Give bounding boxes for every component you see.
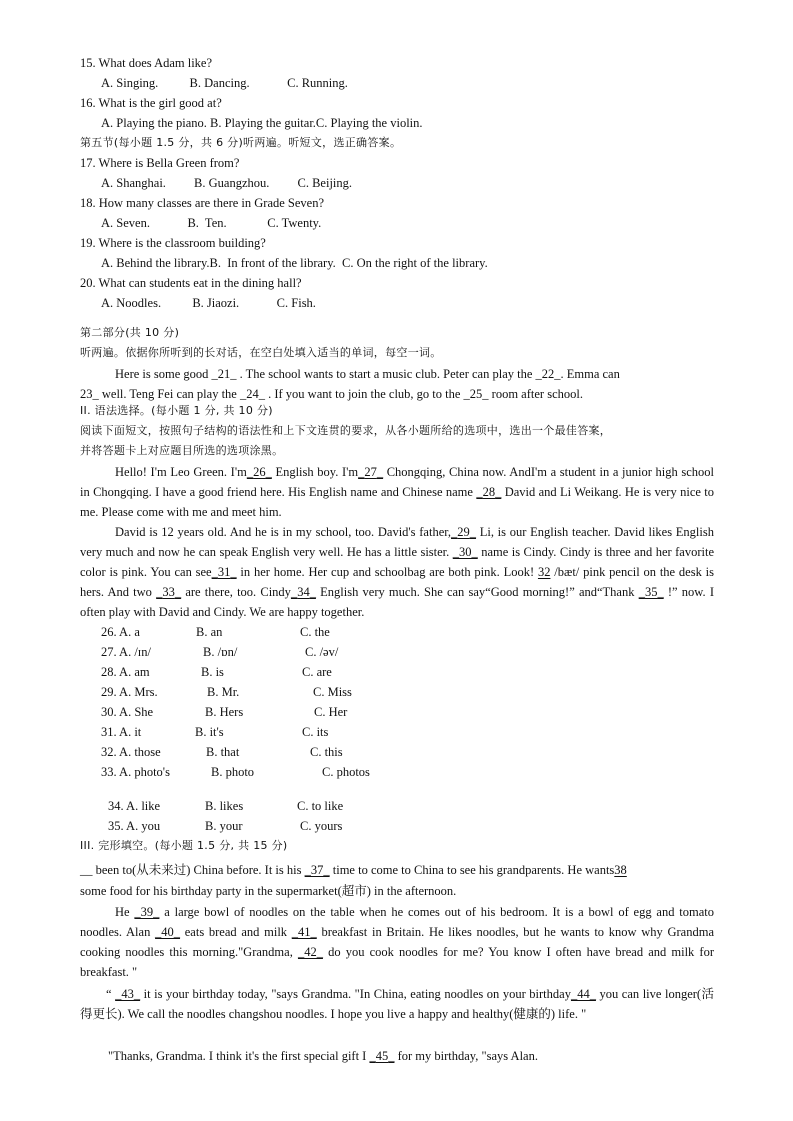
choice-b: B. is: [201, 665, 224, 679]
choice-c: C. its: [302, 725, 329, 739]
cloze-paragraph-4: "Thanks, Grandma. I think it's the first special gift I _45_ for my birthday, "says Alan.: [108, 1049, 538, 1063]
grammar-paragraph-2: David is 12 years old. And he is in my school, too. David's father,_29_ Li, is our English teacher. David likes English very much and now he can speak English very well. He has a little sister. _30_ name is Cindy. Cindy is three and her favorite color is pink. You can see_31_ in her home. Her cup and schoolbag are both pink. Look! 32 /bæt/ pink pencil on the desk is hers. And two _33_ are there, too. Cindy_34_ English very much. She can say“Good morning!” and“Thank _35_ !” now. I often play with David and Cindy. We are happy together.: [80, 525, 714, 619]
grammar-passage: [80, 462, 714, 622]
cloze-line-1: __ been to(从未来过) China before. It is his _37_ time to come to China to see his grandparents. He wants38: [80, 863, 627, 877]
choice-c: C. photos: [322, 765, 370, 779]
choice-a: 31. A. it: [101, 725, 142, 739]
choice-a: 29. A. Mrs.: [101, 685, 158, 699]
grammar-instruction-2: 并将答题卡上对应题目所选的选项涂黑。: [80, 444, 284, 457]
part2-instruction: 听两遍。依据你所听到的长对话，在空白处填入适当的单词，每空一词。: [80, 346, 442, 359]
options-15: A. Singing. B. Dancing. C. Running.: [101, 76, 348, 90]
choice-c: C. to like: [297, 799, 344, 813]
part2-line-2: 23_ well. Teng Fei can play the _24_ . If you want to join the club, go to the _25_ room after school.: [80, 387, 583, 401]
choice-b: B. it's: [195, 725, 224, 739]
choice-c: C. Miss: [313, 685, 352, 699]
choice-a: 27. A. /ɪn/: [101, 645, 152, 659]
question-17: 17. Where is Bella Green from?: [80, 156, 240, 170]
options-19: A. Behind the library.B. In front of the library. C. On the right of the library.: [101, 256, 488, 270]
choice-a: 34. A. like: [108, 799, 161, 813]
choice-a: 28. A. am: [101, 665, 150, 679]
grammar-instruction-1: 阅读下面短文，按照句子结构的语法性和上下文连贯的要求，从各小题所给的选项中，选出一个最佳答案，: [80, 424, 612, 437]
question-16: 16. What is the girl good at?: [80, 96, 222, 110]
part2-heading: 第二部分(共 10 分): [80, 326, 180, 339]
options-18: A. Seven. B. Ten. C. Twenty.: [101, 216, 322, 230]
cloze-paragraph-2: He _39_ a large bowl of noodles on the table when he comes out of his bedroom. It is a bowl of egg and tomato noodles. Alan _40_ eats bread and milk _41_ breakfast in Britain. He likes noodles, but he wants to know why Grandma cooking noodles this morning."Grandma, _42_ do you cook noodles for me? You know I often have bread and milk for breakfast. ": [80, 905, 715, 979]
choice-b: B. Hers: [205, 705, 244, 719]
cloze-paragraph-3: “ _43_ it is your birthday today, "says Grandma. "In China, eating noodles on your birthday_44_ you can live longer(活得更长). We call the noodles changshou noodles. I hope you live a happy and healthy(健康的) life. ": [80, 987, 714, 1021]
options-16: A. Playing the piano. B. Playing the guitar.C. Playing the violin.: [101, 116, 423, 130]
choice-a: 26. A. a: [101, 625, 140, 639]
choice-c: C. are: [302, 665, 332, 679]
grammar-paragraph-1: Hello! I'm Leo Green. I'm_26_ English boy. I'm_27_ Chongqing, China now. AndI'm a student in a junior high school in Chongqing. I have a good friend here. His English name and Chinese name _28_ David and Li Weikang. He is very nice to me. Please come with me and meet him.: [80, 465, 714, 519]
choice-b: B. photo: [211, 765, 255, 779]
question-18: 18. How many classes are there in Grade Seven?: [80, 196, 325, 210]
options-17: A. Shanghai. B. Guangzhou. C. Beijing.: [101, 176, 353, 190]
question-19: 19. Where is the classroom building?: [80, 236, 266, 250]
choice-b: B. /ɒn/: [203, 645, 238, 659]
options-20: A. Noodles. B. Jiaozi. C. Fish.: [101, 296, 316, 310]
choice-c: C. this: [310, 745, 343, 759]
choice-a: 35. A. you: [108, 819, 161, 833]
choice-c: C. yours: [300, 819, 343, 833]
question-20: 20. What can students eat in the dining hall?: [80, 276, 302, 290]
choice-a: 32. A. those: [101, 745, 161, 759]
choice-c: C. /əv/: [305, 645, 339, 659]
section-5-heading: 第五节(每小题 1.5 分，共 6 分)听两遍。听短文，选正确答案。: [80, 136, 402, 149]
part2-line-1: Here is some good _21_ . The school wants to start a music club. Peter can play the _22_. Emma can: [115, 367, 620, 381]
choice-c: C. Her: [314, 705, 348, 719]
choice-b: B. an: [196, 625, 223, 639]
question-15: 15. What does Adam like?: [80, 56, 213, 70]
choice-b: B. Mr.: [207, 685, 240, 699]
choice-b: B. likes: [205, 799, 244, 813]
cloze-line-2: some food for his birthday party in the supermarket(超市) in the afternoon.: [80, 884, 457, 898]
choice-b: B. that: [206, 745, 240, 759]
grammar-heading: II. 语法选择。(每小题 1 分, 共 10 分): [80, 404, 273, 417]
choice-a: 33. A. photo's: [101, 765, 170, 779]
choice-a: 30. A. She: [101, 705, 154, 719]
cloze-heading: III. 完形填空。(每小题 1.5 分, 共 15 分): [80, 839, 288, 852]
choice-c: C. the: [300, 625, 330, 639]
choice-b: B. your: [205, 819, 243, 833]
